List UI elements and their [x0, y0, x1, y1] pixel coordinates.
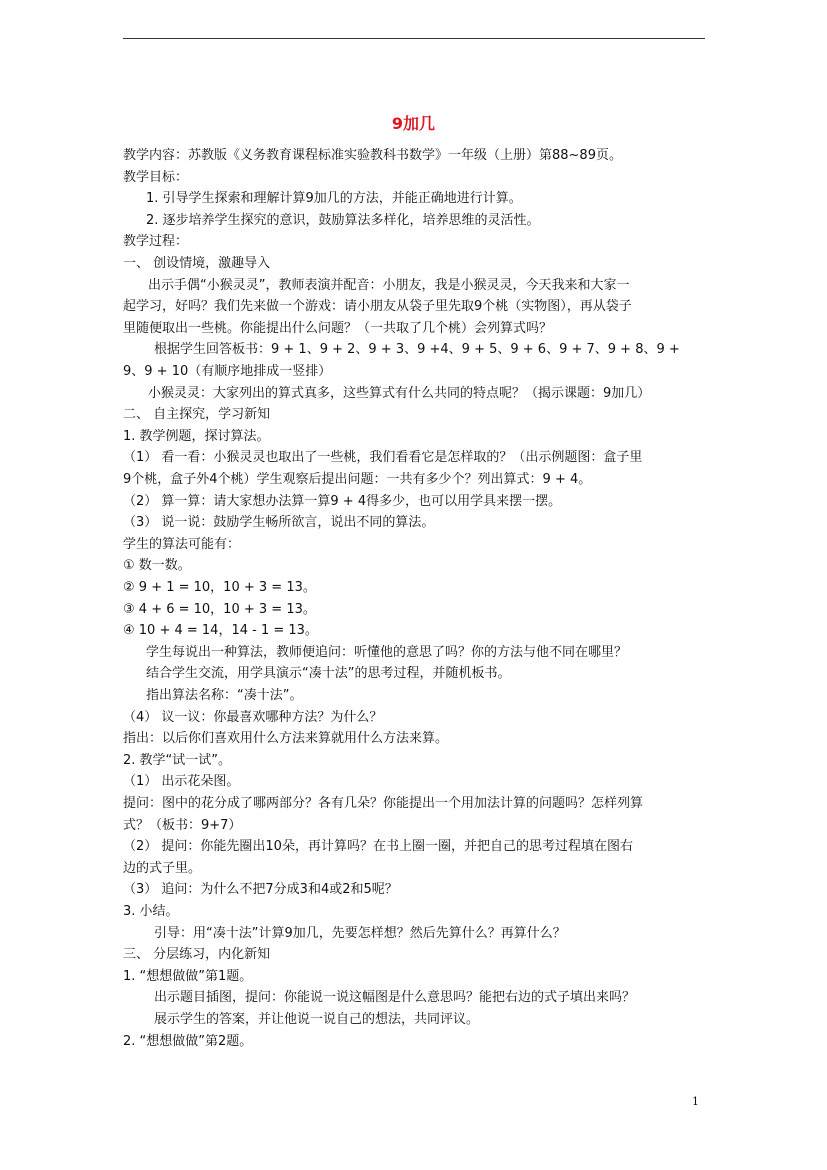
text-line: 9、9 + 10（有顺序地排成一竖排）	[123, 364, 332, 379]
text-line: 小猴灵灵：大家列出的算式真多，这些算式有什么共同的特点呢？（揭示课题：9加几）	[148, 385, 651, 401]
text-line: 1. “想想做做”第1题。	[123, 968, 253, 984]
text-line: 根据学生回答板书：9 + 1、9 + 2、9 + 3、9 +4、9 + 5、9 + 6、9 + 7、9 + 8、9 +	[154, 342, 680, 358]
text-line: 2. 逐步培养学生探究的意识，鼓励算法多样化，培养思维的灵活性。	[146, 212, 540, 228]
text-line: 提问：图中的花分成了哪两部分？各有几朵？你能提出一个用加法计算的问题吗？怎样列算	[123, 796, 644, 811]
text-line: 边的式子里。	[123, 860, 202, 876]
text-line: （1） 看一看：小猴灵灵也取出了一些桃，我们看看它是怎样取的？（出示例题图：盒子里	[123, 450, 643, 466]
text-line: 1. 引导学生探索和理解计算9加几的方法，并能正确地进行计算。	[146, 191, 522, 207]
text-line: 里随便取出一些桃。你能提出什么问题？（一共取了几个桃）会列算式吗？	[123, 320, 553, 336]
text-line: 学生每说出一种算法，教师便追问：听懂他的意思了吗？你的方法与他不同在哪里？	[146, 644, 628, 660]
text-line: 9个桃，盒子外4个桃）学生观察后提出问题：一共有多少个？列出算式：9 + 4。	[123, 472, 592, 487]
text-line: 指出算法名称：“凑十法”。	[146, 688, 303, 703]
text-line: （4） 议一议：你最喜欢哪种方法？为什么？	[123, 709, 383, 725]
text-line: ③ 4 + 6 = 10，10 + 3 = 13。	[123, 601, 316, 617]
header-rule	[123, 38, 705, 39]
text-line: ① 数一数。	[123, 558, 191, 574]
text-line: 结合学生交流，用学具演示“凑十法”的思考过程，并随机板书。	[146, 666, 511, 682]
text-line: 二、 自主探究，学习新知	[123, 407, 271, 423]
text-line: 1. 教学例题，探讨算法。	[123, 428, 270, 444]
text-line: （3） 追问：为什么不把7分成3和4或2和5呢？	[123, 882, 398, 898]
text-line: 3. 小结。	[123, 904, 179, 919]
text-line: 出示题目插图，提问：你能说一说这幅图是什么意思吗？能把右边的式子填出来吗？	[154, 990, 636, 1006]
text-line: ④ 10 + 4 = 14，14 - 1 = 13。	[123, 623, 318, 639]
text-line: 教学内容：苏教版《义务教育课程标准实验教科书数学》一年级（上册）第88~89页。	[123, 148, 622, 163]
text-line: 指出：以后你们喜欢用什么方法来算就用什么方法来算。	[123, 731, 449, 747]
text-line: 学生的算法可能有：	[123, 536, 241, 552]
text-line: 展示学生的答案，并让他说一说自己的想法，共同评议。	[154, 1012, 480, 1027]
text-line: 引导：用“凑十法”计算9加几，先要怎样想？然后先算什么？再算什么？	[154, 925, 566, 941]
text-line: （1） 出示花朵图。	[123, 774, 240, 790]
text-line: （2） 算一算：请大家想办法算一算9 + 4得多少，也可以用学具来摆一摆。	[123, 493, 562, 509]
text-line: 起学习，好吗？我们先来做一个游戏：请小朋友从袋子里先取9个桃（实物图），再从袋子	[123, 299, 632, 315]
text-line: ② 9 + 1 = 10，10 + 3 = 13。	[123, 580, 316, 595]
text-line: 教学目标：	[123, 169, 189, 185]
text-line: 教学过程：	[123, 234, 189, 250]
text-line: 一、 创设情境，激趣导入	[123, 256, 271, 271]
text-line: 出示手偶“小猴灵灵”，教师表演并配音：小朋友，我是小猴灵灵，今天我来和大家一	[148, 277, 630, 293]
text-line: （2） 提问：你能先圈出10朵，再计算吗？在书上圈一圈，并把自己的思考过程填在图右	[123, 839, 633, 855]
page-number: 1	[692, 1095, 699, 1108]
text-line: 式？（板书：9+7）	[123, 817, 242, 833]
text-line: 2. “想想做做”第2题。	[123, 1033, 253, 1049]
text-line: 三、 分层练习，内化新知	[123, 947, 271, 963]
document-title: 9加几	[391, 114, 436, 133]
text-line: 2. 教学“试一试”。	[123, 752, 232, 768]
text-line: （3） 说一说：鼓励学生畅所欲言，说出不同的算法。	[123, 515, 435, 531]
